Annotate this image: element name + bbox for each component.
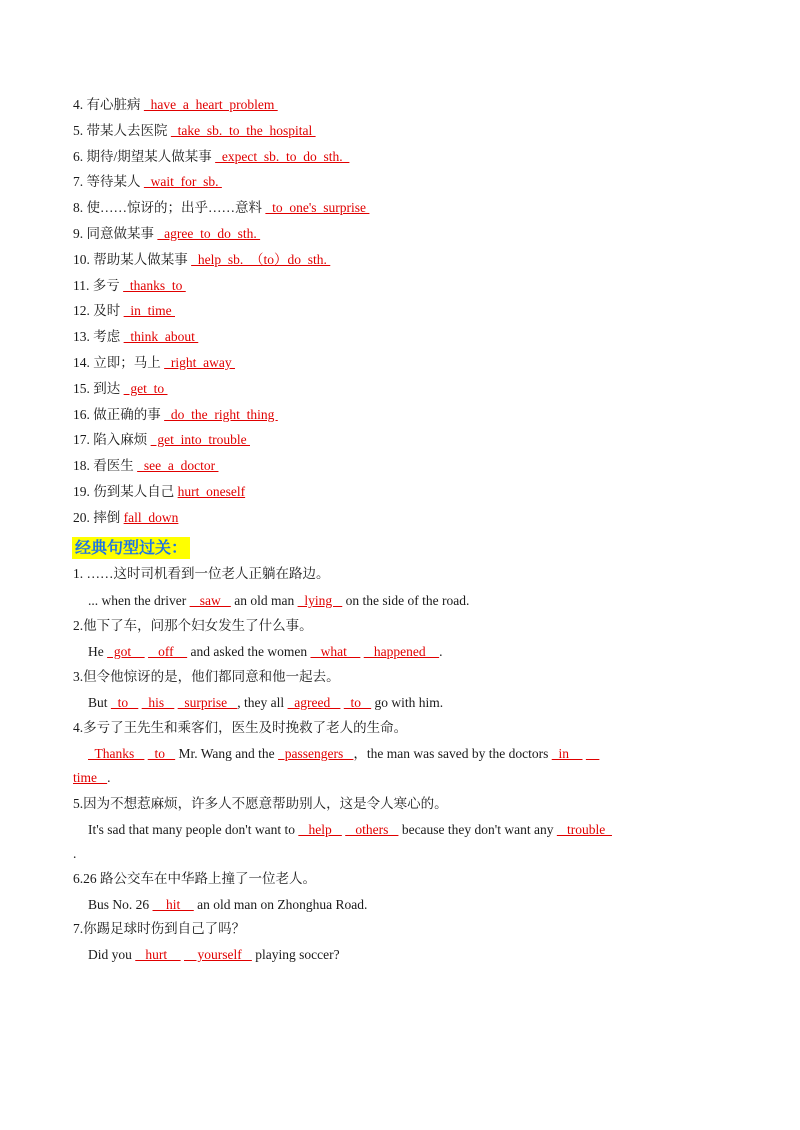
phrase-chinese: 等待某人 (86, 174, 141, 189)
phrase-answer: take sb. to the hospital (170, 123, 316, 138)
sentence-4-english-cont: time . (73, 770, 111, 785)
phrase-item (73, 431, 250, 449)
phrase-chinese: 有心脏病 (86, 97, 141, 112)
answer-blank: surprise (177, 695, 238, 710)
phrase-item (73, 148, 349, 166)
phrase-answer: wait for sb. (143, 174, 222, 189)
phrase-item (73, 483, 245, 501)
section-heading: 经典句型过关： (72, 537, 190, 559)
phrase-answer: get to (123, 381, 168, 396)
phrase-chinese: 做正确的事 (93, 407, 161, 422)
phrase-answer: help sb. （to）do sth. (191, 252, 331, 267)
phrase-item (73, 251, 330, 269)
phrase-number: 16. (73, 407, 90, 422)
answer-blank: his (141, 695, 175, 710)
phrase-chinese: 立即；马上 (93, 355, 161, 370)
phrase-answer: expect sb. to do sth. (215, 149, 350, 164)
answer-blank (586, 746, 600, 761)
phrase-number: 4. (73, 97, 84, 112)
phrase-item (73, 122, 316, 140)
phrase-chinese: 多亏 (92, 278, 120, 293)
phrase-number: 20. (73, 510, 90, 525)
phrase-answer: in time (123, 303, 175, 318)
answer-blank: others (345, 822, 399, 837)
sentence-1-english: ... when the driver saw an old man lying on the side of the road. (88, 593, 470, 608)
answer-blank: to (110, 695, 139, 710)
answer-blank: lying (297, 593, 343, 608)
answer-blank: hit (152, 897, 194, 912)
phrase-chinese: 期待/期望某人做某事 (86, 149, 212, 164)
phrase-item (73, 328, 198, 346)
sentence-4-english: Thanks to Mr. Wang and the passengers ，the man was saved by the doctors in (88, 745, 599, 763)
phrase-item (73, 457, 218, 475)
sentence-7-chinese: 7.你踢足球时伤到自己了吗？ (73, 921, 246, 936)
phrase-chinese: 看医生 (93, 458, 134, 473)
answer-blank: to (343, 695, 372, 710)
answer-blank: to (147, 746, 176, 761)
phrase-chinese: 到达 (93, 381, 121, 396)
answer-blank: what (310, 644, 361, 659)
answer-blank: passengers (278, 746, 354, 761)
answer-blank: hurt (135, 947, 181, 962)
phrase-chinese: 陷入麻烦 (93, 432, 148, 447)
phrase-number: 13. (73, 329, 90, 344)
answer-blank: time (73, 770, 108, 785)
phrase-number: 10. (73, 252, 90, 267)
phrase-answer: agree to do sth. (157, 226, 261, 241)
phrase-answer: get into trouble (150, 432, 250, 447)
sentence-5-english: It's sad that many people don't want to help others because they don't want any trouble (88, 822, 612, 837)
phrase-number: 14. (73, 355, 90, 370)
phrase-answer: think about (123, 329, 199, 344)
phrase-answer: fall down (123, 510, 179, 525)
phrase-answer: right away (164, 355, 235, 370)
phrase-number: 11. (73, 278, 90, 293)
phrase-number: 8. (73, 200, 84, 215)
sentence-2-english: He got off and asked the women what happened . (88, 644, 443, 659)
answer-blank: agreed (287, 695, 341, 710)
phrase-item (73, 406, 278, 424)
phrase-answer: have a heart problem (143, 97, 278, 112)
phrase-chinese: 带某人去医院 (86, 123, 168, 138)
phrase-item (73, 199, 369, 217)
phrase-chinese: 帮助某人做某事 (93, 252, 188, 267)
answer-blank: trouble (556, 822, 612, 837)
phrase-number: 7. (73, 174, 84, 189)
answer-blank: Thanks (88, 746, 145, 761)
answer-blank: happened (363, 644, 440, 659)
phrase-number: 18. (73, 458, 90, 473)
phrase-number: 19. (73, 484, 90, 499)
phrase-chinese: 及时 (93, 303, 121, 318)
phrase-number: 12. (73, 303, 90, 318)
phrase-number: 9. (73, 226, 84, 241)
phrase-item (73, 509, 178, 527)
phrase-answer: to one's surprise (265, 200, 370, 215)
phrase-item (73, 354, 235, 372)
answer-blank: saw (189, 593, 231, 608)
sentence-1-chinese: 1. ……这时司机看到一位老人正躺在路边。 (73, 566, 330, 581)
answer-blank: help (298, 822, 342, 837)
sentence-4-chinese: 4.多亏了王先生和乘客们，医生及时挽救了老人的生命。 (73, 720, 408, 735)
phrase-chinese: 伤到某人自己 (93, 484, 175, 499)
phrase-number: 15. (73, 381, 90, 396)
phrase-number: 5. (73, 123, 84, 138)
sentence-3-chinese: 3.但令他惊讶的是，他们都同意和他一起去。 (73, 669, 340, 684)
sentence-3-english: But to his surprise , they all agreed to go with him. (88, 695, 444, 710)
phrase-item (73, 173, 222, 191)
phrase-item (73, 96, 278, 114)
phrase-chinese: 使……惊讶的；出乎……意料 (86, 200, 262, 215)
phrase-item (73, 302, 175, 320)
phrase-item (73, 380, 168, 398)
answer-blank: off (148, 644, 188, 659)
phrase-chinese: 同意做某事 (86, 226, 154, 241)
phrase-answer: see a doctor (137, 458, 219, 473)
phrase-number: 17. (73, 432, 90, 447)
answer-blank: in (551, 746, 583, 761)
phrase-number: 6. (73, 149, 84, 164)
phrase-answer: thanks to (123, 278, 186, 293)
sentence-2-chinese: 2.他下了车，问那个妇女发生了什么事。 (73, 618, 313, 633)
answer-blank: yourself (184, 947, 252, 962)
sentence-7-english: Did you hurt yourself playing soccer? (88, 947, 340, 962)
phrase-chinese: 考虑 (93, 329, 121, 344)
sentence-6-english: Bus No. 26 hit an old man on Zhonghua Road. (88, 897, 368, 912)
sentence-5-english-cont: . (73, 846, 77, 861)
sentence-6-chinese: 6.26 路公交车在中华路上撞了一位老人。 (73, 871, 316, 886)
phrase-answer: do the right thing (164, 407, 278, 422)
sentence-5-chinese: 5.因为不想惹麻烦，许多人不愿意帮助别人，这是令人寒心的。 (73, 796, 448, 811)
phrase-item (73, 277, 186, 295)
phrase-answer: hurt oneself (177, 484, 246, 499)
answer-blank: got (107, 644, 145, 659)
phrase-item (73, 225, 260, 243)
phrase-chinese: 摔倒 (93, 510, 121, 525)
